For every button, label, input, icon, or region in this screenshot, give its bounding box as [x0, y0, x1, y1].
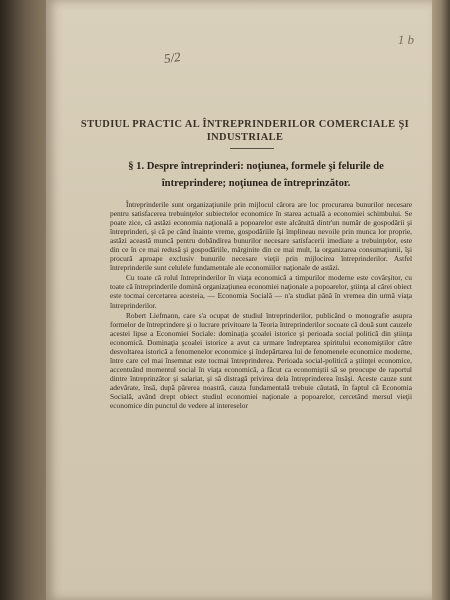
body-text — [110, 200, 412, 410]
paragraph-2: Cu toate că rolul întreprinderilor în viaţa economică a timpurilor moderne este covârşitor, cu toate că întreprinderile domină organizaţiunea economiei naţionale a popoarelor, ştiinţa al cărei obiect este tocmai cercetarea acesteia, — Economia Socială — n'a studiat până în vremea din urmă viaţa întreprinderilor. — [110, 273, 412, 310]
book-page — [46, 0, 432, 600]
chapter-title: STUDIUL PRACTIC AL ÎNTREPRINDERILOR COMERCIALE ŞI INDUSTRIALE — [80, 119, 410, 143]
title-divider — [230, 148, 274, 149]
book-binding-left — [0, 0, 48, 600]
handwritten-page-mark: 5/2 — [162, 48, 182, 67]
handwritten-corner-mark: 1 b — [397, 32, 414, 47]
paragraph-1: Întreprinderile sunt organizaţiunile prin mijlocul cărora are loc procurarea bunurilor necesare pentru satisfacerea trebuinţelor subiectelor economice în starea actuală a economiei schimbului. Se poate zice, că astăzi economia naţională a popoarelor este alcătuită dintr'un număr de gospodării şi întreprinderi, şi că pe când înainte vreme, gospodăriile îşi împlineau nevoile prin munca lor proprie, astăzi această muncă pentru dobândirea bunurilor necesare satisfacerii imediate a trebuinţelor, este din ce în ce mai redusă şi gospodăriile, mărginite din ce mai mult, la organizarea consumaţiunii, îşi procură aproape exclusiv bunurile necesare vieţii prin mijlocirea întreprinderilor. Astfel întreprinderile sunt celulele fundamentale ale economiilor naţionale de astăzi. — [110, 200, 412, 273]
paragraph-3: Robert Liefmann, care s'a ocupat de studiul întreprinderilor, publicând o monografie asupra formelor de întreprindere şi o lucrare privitoare la Teoria întreprinderilor socoate că două sunt cauzele acestei lipse a Economiei Sociale: dominaţia şcoalei istorice şi perioada social politică din ştiinţa economică. Dominaţia şcoalei istorice a avut ca urmare îndreptarea spiritului economiştilor către desvoltarea istorică a fenomenelor economice şi îndepărtarea lui de fenomenele economice moderne, între care cel mai însemnat este tocmai întreprinderea. Perioada social-politică a ştiinţei economice, accentuând momentul social în viaţa economică, a făcut ca economiştii să se preocupe de raportul dintre întreprinzător şi salariat, şi să distragă privirea dela întreprinderea însăşi. Aceste cauze sunt adevărate, însă, după părerea noastră, cauza fundamentală trebuie căutată, în faptul că Economia Socială, având drept obiect studiul economiei naţionale a popoarelor, cercetând mersul vieţii economice din punctul de vedere al intereselor — [110, 310, 412, 411]
section-heading: § 1. Despre întreprinderi: noţiunea, formele şi felurile de întreprindere; noţiunea de întreprinzător. — [128, 161, 384, 189]
